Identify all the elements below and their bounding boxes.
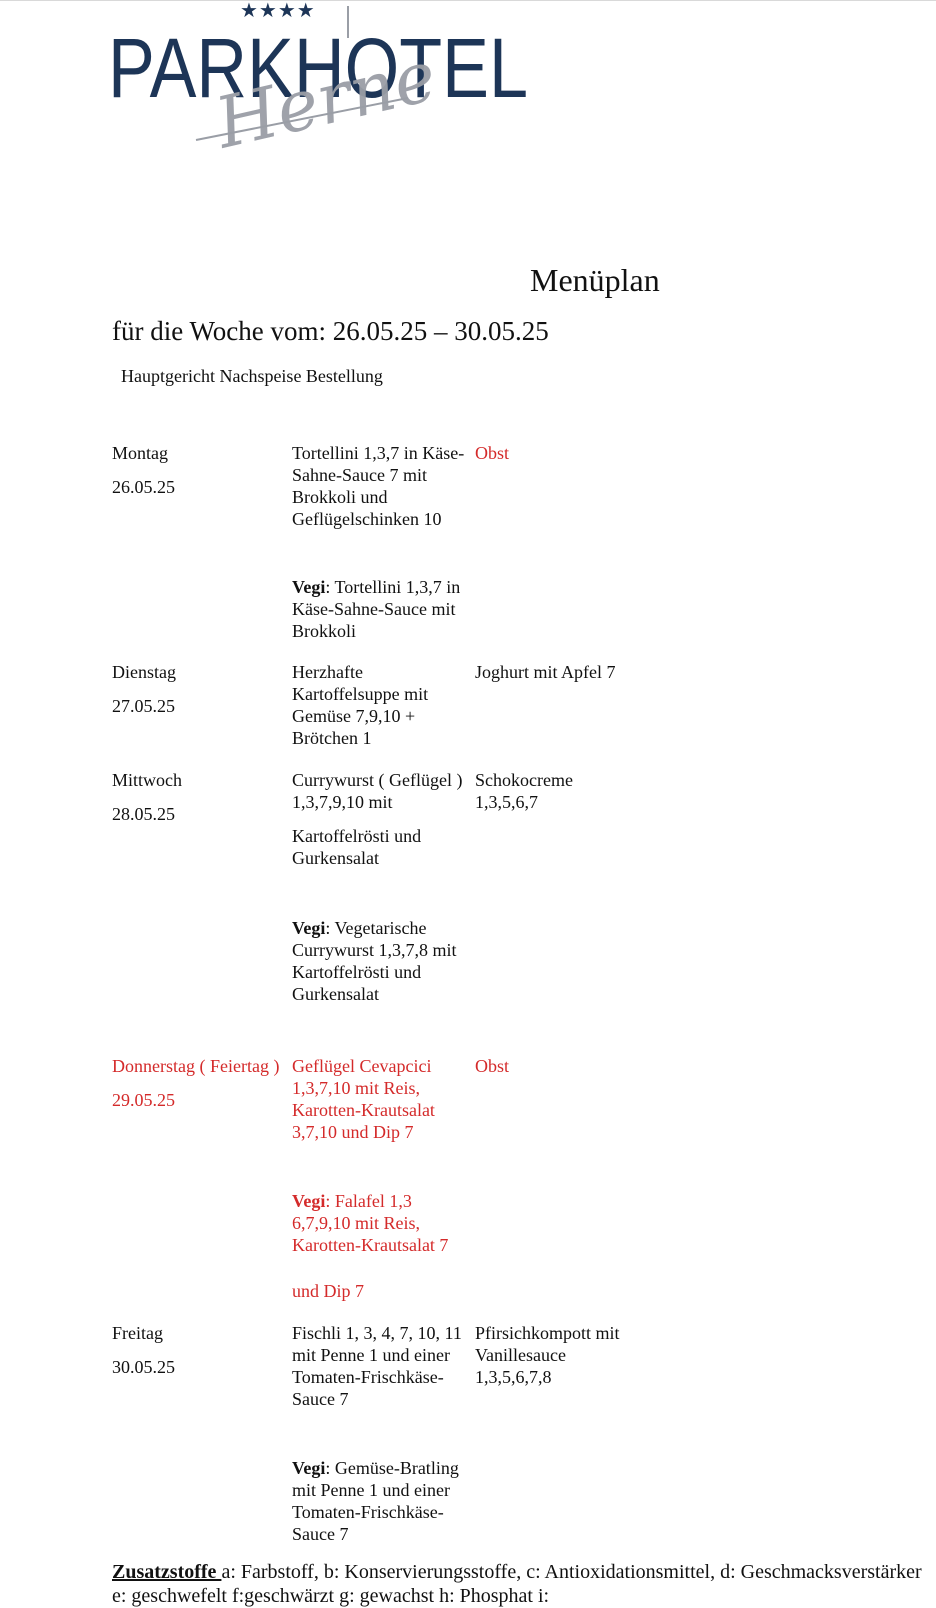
- dessert-wednesday: Schokocreme 1,3,5,6,7: [475, 770, 573, 812]
- vegi-label: Vegi: [292, 1458, 326, 1478]
- main-dish-monday: Tortellini 1,3,7 in Käse-Sahne-Sauce 7 mit Brokkoli und Geflügelschinken 10: [292, 443, 465, 529]
- main-dish-wednesday-cont: Kartoffelrösti und Gurkensalat: [292, 826, 422, 868]
- page-title: Menüplan: [530, 262, 660, 298]
- parkhotel-logo: [108, 0, 548, 165]
- day-name-friday: Freitag: [112, 1323, 163, 1343]
- day-name-monday: Montag: [112, 443, 168, 463]
- dessert-monday: Obst: [475, 443, 510, 463]
- main-dish-tuesday: Herzhafte Kartoffelsuppe mit Gemüse 7,9,10 + Brötchen 1: [292, 662, 429, 748]
- dessert-friday: Pfirsichkompott mit Vanillesauce 1,3,5,6,7,8: [475, 1323, 620, 1387]
- vegi-text: : Gemüse-Bratling mit Penne 1 und einer Tomaten-Frischkäse-Sauce 7: [292, 1458, 459, 1544]
- dessert-tuesday: Joghurt mit Apfel 7: [475, 662, 616, 682]
- vegi-dish-thursday-cont: und Dip 7: [292, 1281, 364, 1301]
- vegi-label: Vegi: [292, 577, 326, 597]
- dessert-thursday: Obst: [475, 1056, 510, 1076]
- date-tuesday: 27.05.25: [112, 696, 175, 716]
- main-dish-friday: Fischli 1, 3, 4, 7, 10, 11 mit Penne 1 und einer Tomaten-Frischkäse-Sauce 7: [292, 1323, 462, 1409]
- date-monday: 26.05.25: [112, 477, 175, 497]
- vegi-text: : Vegetarische Currywurst 1,3,7,8 mit Kartoffelrösti und Gurkensalat: [292, 918, 457, 1004]
- date-thursday: 29.05.25: [112, 1090, 175, 1110]
- vegi-text: : Tortellini 1,3,7 in Käse-Sahne-Sauce mit Brokkoli: [292, 577, 461, 641]
- vegi-text: : Falafel 1,3 6,7,9,10 mit Reis, Karotten-Krautsalat 7: [292, 1191, 449, 1255]
- logo-stars: ★★★★: [240, 0, 316, 22]
- vegi-dish-wednesday: [292, 917, 474, 1005]
- week-range: für die Woche vom: 26.05.25 – 30.05.25: [112, 316, 549, 346]
- day-name-thursday: Donnerstag ( Feiertag ): [112, 1056, 280, 1076]
- additives-note: [112, 1560, 932, 1608]
- logo-brand-text: PARKHOTEL: [108, 21, 528, 115]
- logo-script-text: Herne: [208, 34, 444, 165]
- main-dish-wednesday: Currywurst ( Geflügel ) 1,3,7,9,10 mit: [292, 770, 463, 812]
- additives-text: a: Farbstoff, b: Konservierungsstoffe, c: Antioxidationsmittel, d: Geschmacksverstärker e: geschwefelt f:geschwärzt g: gewachst h: Phosphat i:: [112, 1561, 922, 1607]
- vegi-label: Vegi: [292, 918, 326, 938]
- vegi-dish-friday: [292, 1457, 474, 1545]
- day-name-tuesday: Dienstag: [112, 662, 176, 682]
- vegi-label: Vegi: [292, 1191, 326, 1211]
- date-friday: 30.05.25: [112, 1357, 175, 1377]
- additives-label: Zusatzstoffe: [112, 1561, 222, 1583]
- date-wednesday: 28.05.25: [112, 804, 175, 824]
- day-name-wednesday: Mittwoch: [112, 770, 182, 790]
- vegi-dish-monday: [292, 576, 474, 642]
- vegi-dish-thursday: [292, 1190, 474, 1256]
- main-dish-thursday: Geflügel Cevapcici 1,3,7,10 mit Reis, Karotten-Krautsalat 3,7,10 und Dip 7: [292, 1056, 435, 1142]
- column-headers: Hauptgericht Nachspeise Bestellung: [121, 366, 383, 386]
